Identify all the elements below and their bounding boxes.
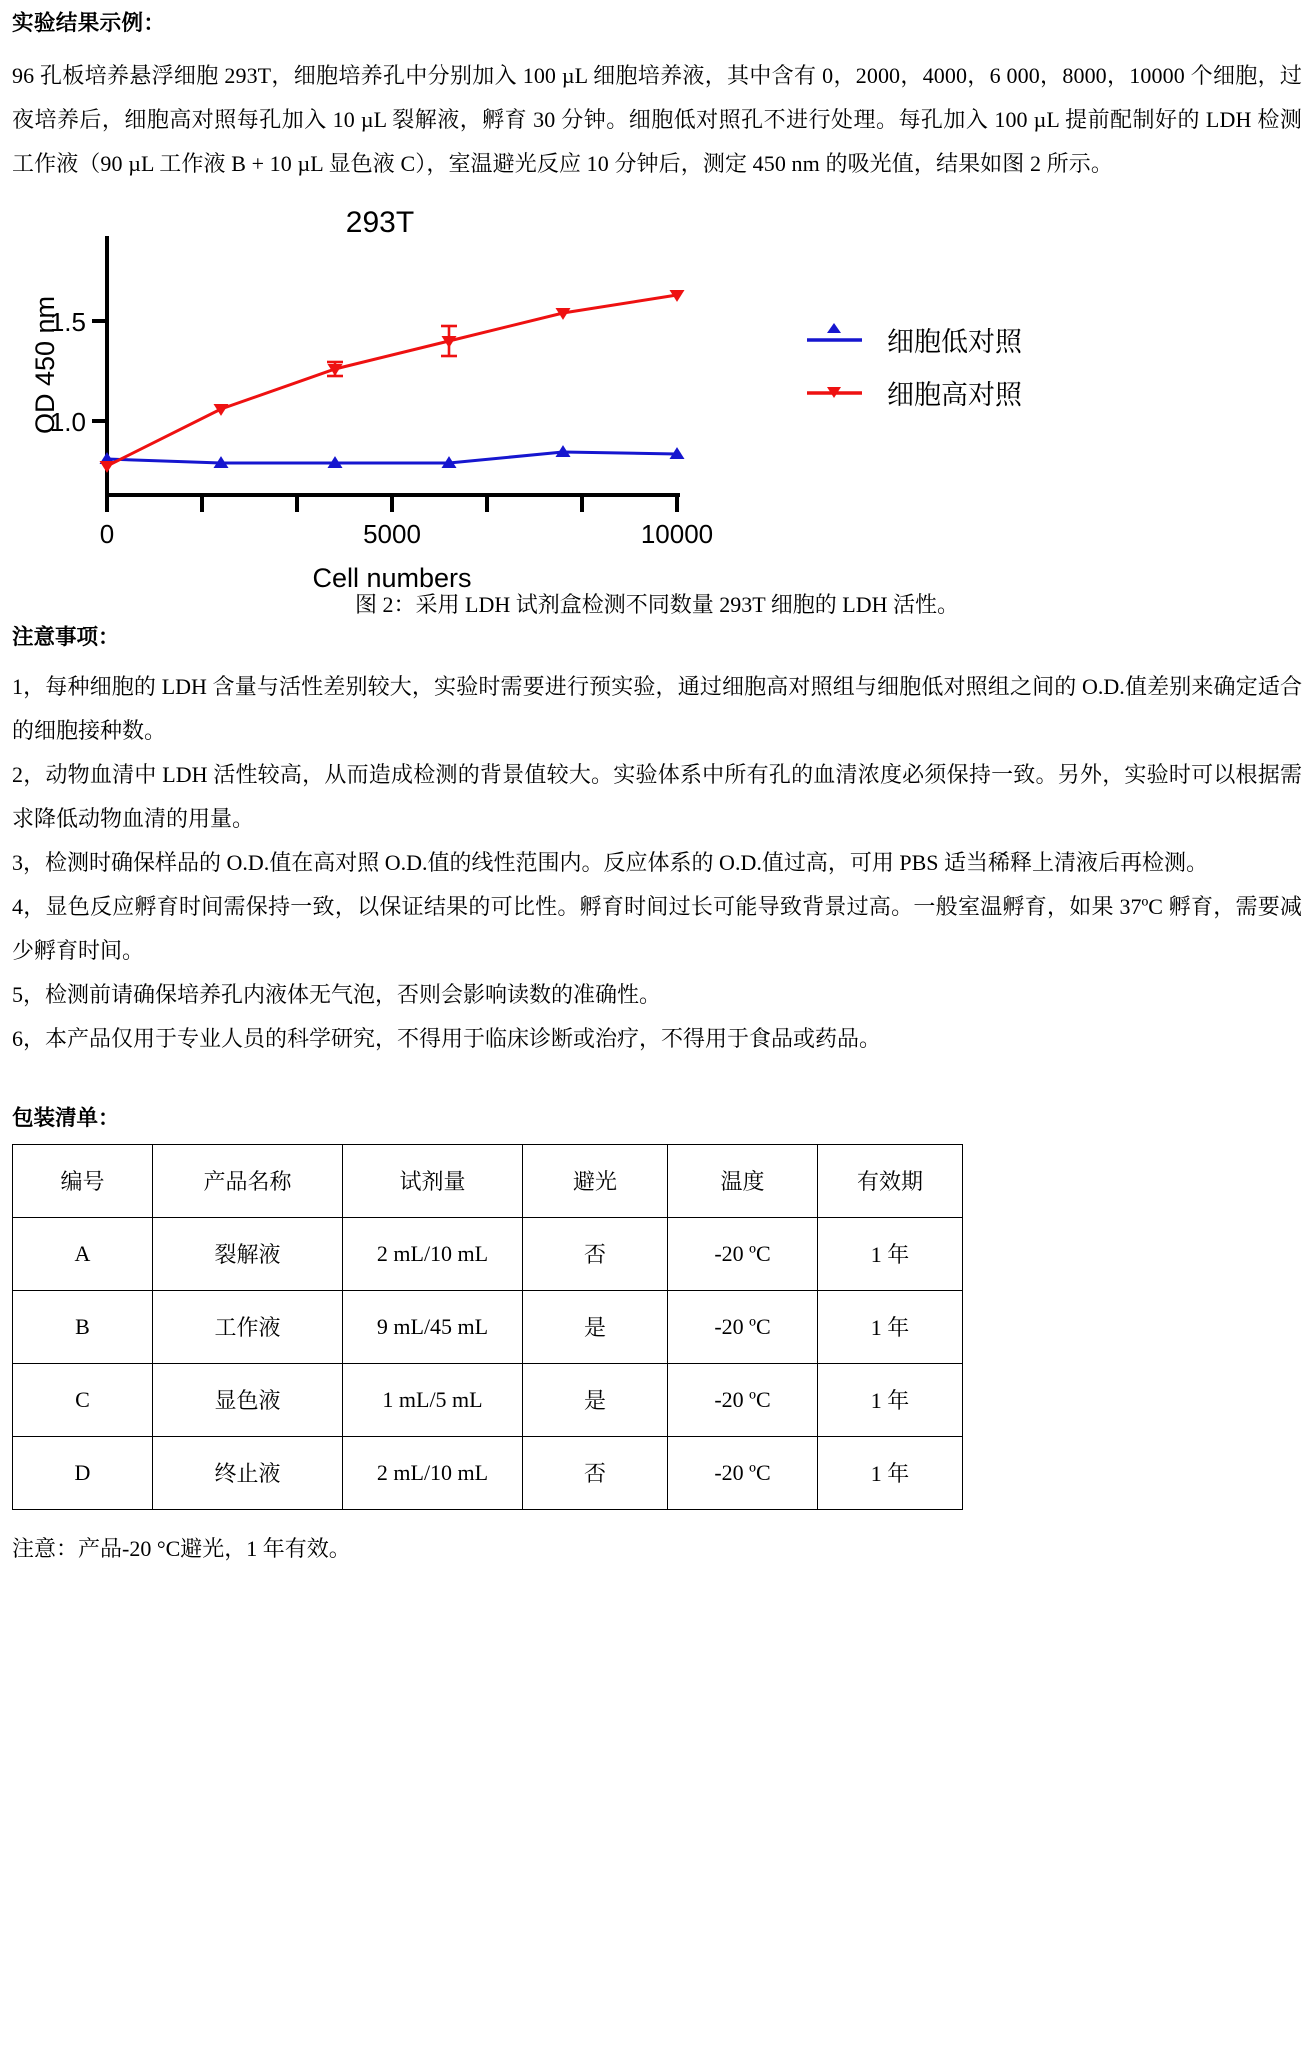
table-header-cell: 有效期 [818,1144,963,1217]
table-cell-id: D [13,1436,153,1509]
table-cell-name: 工作液 [153,1290,343,1363]
series-line [107,452,677,463]
x-ticks [107,495,677,512]
notes-section-title: 注意事项： [12,624,120,649]
triangle-down-marker [214,404,229,416]
table-row [13,1217,963,1290]
series-low-control [100,445,685,468]
results-paragraph: 96 孔板培养悬浮细胞 293T，细胞培养孔中分别加入 100 µL 细胞培养液，其中含有 0，2000，4000，6 000，8000，10000 个细胞，过夜培养后，细胞高对照每孔加入 10 µL 裂解液，孵育 30 分钟。细胞低对照孔不进行处理。每孔加入 100 µL 提前配制好的 LDH 检测工作液（90 µL 工作液 B + 10 µL 显色液 C），室温避光反应 10 分钟后，测定 450 nm 的吸光值，结果如图 2 所示。 [12,62,1302,176]
table-row [13,1363,963,1436]
table-header-cell: 试剂量 [343,1144,523,1217]
figure-2-block [12,200,1302,617]
table-cell-temp: -20 ºC [668,1436,818,1509]
triangle-up-icon [827,323,841,333]
table-cell-amount: 2 mL/10 mL [343,1217,523,1290]
legend-item-low [807,323,1023,357]
table-cell-name: 裂解液 [153,1217,343,1290]
series-high-control [100,290,685,473]
legend-label-low: 细胞低对照 [887,326,1022,357]
table-header-cell: 温度 [668,1144,818,1217]
table-row [13,1436,963,1509]
table-cell-id: C [13,1363,153,1436]
table-header-cell: 避光 [523,1144,668,1217]
table-cell-amount: 9 mL/45 mL [343,1290,523,1363]
legend-item-high [807,380,1023,410]
table-cell-dark: 是 [523,1363,668,1436]
table-cell-dark: 否 [523,1217,668,1290]
table-cell-shelf: 1 年 [818,1290,963,1363]
results-section-title: 实验结果示例： [12,11,166,35]
y-axis-label: OD 450 nm [30,295,60,434]
y-ticks [92,321,107,421]
legend-label-high: 细胞高对照 [887,379,1022,410]
table-cell-id: B [13,1290,153,1363]
y-tick-label-upper: 1.5 [49,306,86,337]
table-cell-amount: 1 mL/5 mL [343,1363,523,1436]
table-row [13,1290,963,1363]
series-line [107,295,677,466]
chart-title: 293T [345,205,415,239]
note-item: 3，检测时确保样品的 O.D.值在高对照 O.D.值的线性范围内。反应体系的 O.D.值过高，可用 PBS 适当稀释上清液后再检测。 [12,849,1208,875]
note-item: 2，动物血清中 LDH 活性较高，从而造成检测的背景值较大。实验体系中所有孔的血清浓度必须保持一致。另外，实验时可以根据需求降低动物血清的用量。 [12,761,1302,831]
x-tick-label-10000: 10000 [640,518,714,549]
table-cell-amount: 2 mL/10 mL [343,1436,523,1509]
table-cell-dark: 是 [523,1290,668,1363]
table-cell-dark: 否 [523,1436,668,1509]
chart-svg [12,200,1302,593]
table-cell-temp: -20 ºC [668,1217,818,1290]
chart-293t [12,200,1302,593]
triangle-down-marker [100,461,115,473]
note-item: 1，每种细胞的 LDH 含量与活性差别较大，实验时需要进行预实验，通过细胞高对照组与细胞低对照组之间的 O.D.值差别来确定适合的细胞接种数。 [12,673,1302,743]
packing-section-title: 包装清单： [12,1105,120,1130]
table-cell-name: 显色液 [153,1363,343,1436]
x-tick-label-0: 0 [99,518,115,549]
table-header-cell: 编号 [13,1144,153,1217]
note-item: 6，本产品仅用于专业人员的科学研究，不得用于临床诊断或治疗，不得用于食品或药品。 [12,1025,882,1051]
table-cell-id: A [13,1217,153,1290]
note-item: 4，显色反应孵育时间需保持一致，以保证结果的可比性。孵育时间过长可能导致背景过高。一般室温孵育，如果 37ºC 孵育，需要减少孵育时间。 [12,893,1302,963]
figure-caption: 图 2：采用 LDH 试剂盒检测不同数量 293T 细胞的 LDH 活性。 [355,591,959,617]
table-cell-temp: -20 ºC [668,1290,818,1363]
x-tick-label-5000: 5000 [363,518,421,549]
packing-list-table [12,1144,963,1510]
chart-legend [807,323,1023,410]
y-tick-label-lower: 1.0 [49,406,86,437]
table-cell-temp: -20 ºC [668,1363,818,1436]
table-header-cell: 产品名称 [153,1144,343,1217]
table-header-row [13,1144,963,1217]
note-item: 5，检测前请确保培养孔内液体无气泡，否则会影响读数的准确性。 [12,981,662,1007]
document-content [12,10,1302,1566]
table-storage-note: 注意：产品-20 °C避光，1 年有效。 [12,1535,351,1561]
table-cell-shelf: 1 年 [818,1436,963,1509]
x-axis-label: Cell numbers [312,562,472,593]
table-cell-shelf: 1 年 [818,1217,963,1290]
table-cell-shelf: 1 年 [818,1363,963,1436]
table-cell-name: 终止液 [153,1436,343,1509]
